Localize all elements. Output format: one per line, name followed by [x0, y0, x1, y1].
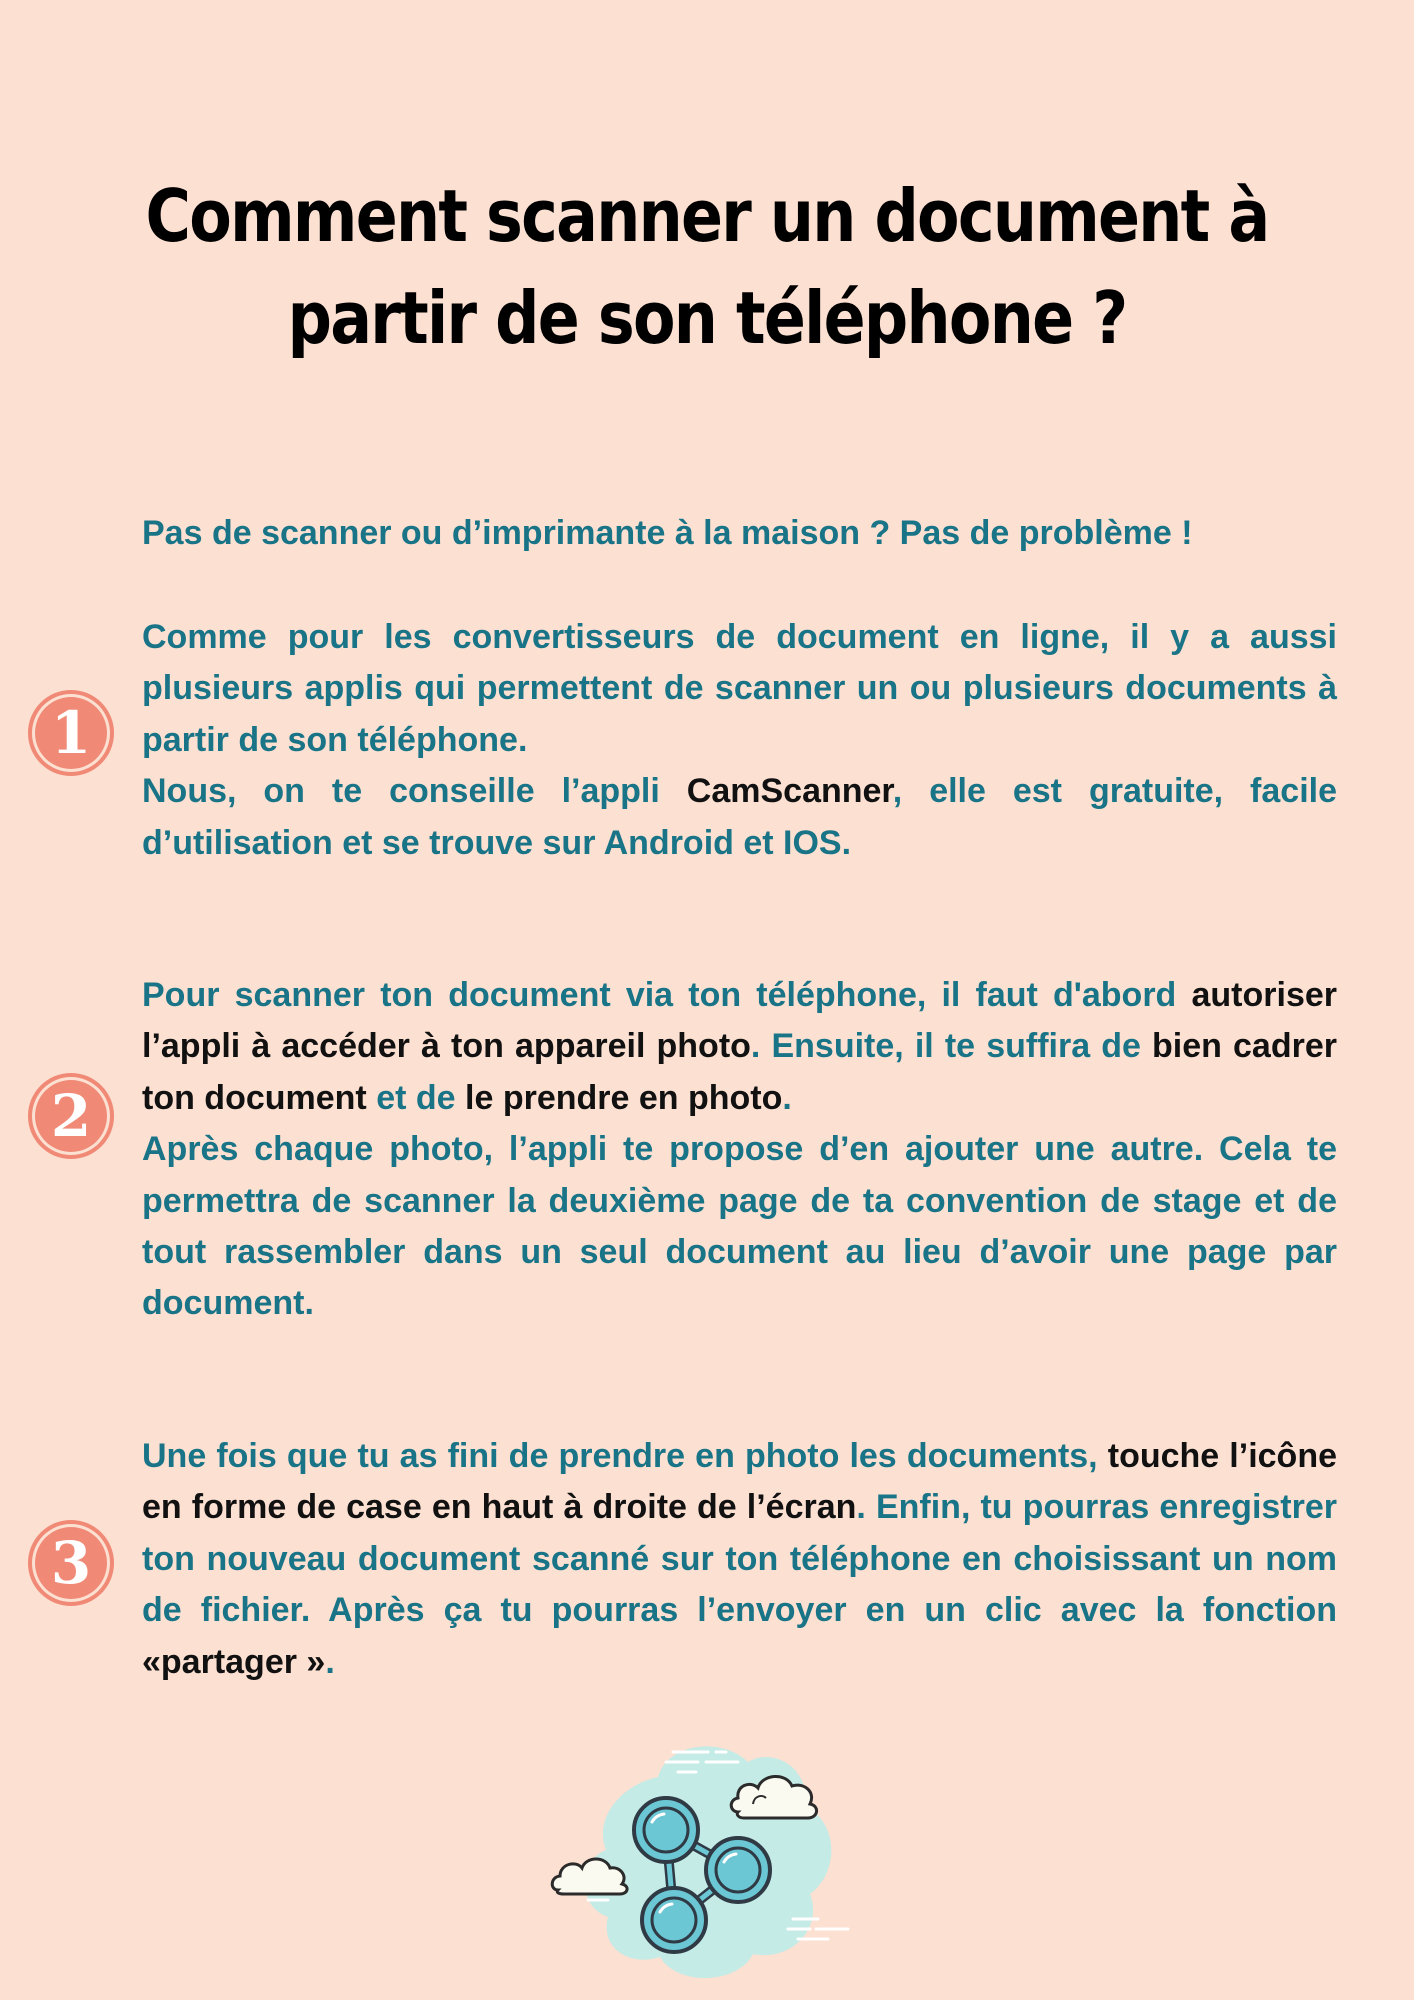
- text-segment: Pour scanner ton document via ton téléphone, il faut d'abord: [142, 976, 1192, 1014]
- text-segment: .: [325, 1642, 335, 1681]
- text-segment: Comme pour les convertisseurs de document en ligne, il y a aussi plusieurs applis qui permettent de scanner un ou plusieurs documents à partir de son téléphone.: [142, 618, 1337, 759]
- highlighted-text: CamScanner: [686, 772, 893, 811]
- highlighted-text: «partager »: [142, 1642, 326, 1681]
- text-segment: .: [782, 1078, 792, 1117]
- share-network-icon: [548, 1722, 868, 1992]
- text-segment: . Ensuite, il te suffira de: [750, 1027, 1153, 1066]
- step-1-text: [142, 612, 1337, 869]
- step-3-text: [142, 1431, 1337, 1688]
- step-2-text: [142, 970, 1337, 1330]
- step-2-number-badge: 2: [28, 1073, 114, 1159]
- text-segment: Après chaque photo, l’appli te propose d’en ajouter une autre. Cela te permettra de scanner la deuxième page de ta convention de stage et de tout rassembler dans un seul document au lieu d’avoir une page par document.: [142, 1130, 1337, 1323]
- highlighted-text: bien cadrer ton document: [142, 1027, 1337, 1117]
- step-3-number-badge: 3: [28, 1520, 114, 1606]
- text-segment: Une fois que tu as fini de prendre en photo les documents,: [142, 1437, 1108, 1475]
- highlighted-text: le prendre en photo: [465, 1078, 783, 1117]
- highlighted-text: touche l’icône en forme de case en haut à droite de l’écran: [142, 1437, 1338, 1527]
- text-segment: Nous, on te conseille l’appli: [142, 772, 687, 811]
- highlighted-text: autoriser l’appli à accéder à ton appareil photo: [142, 976, 1337, 1066]
- text-segment: , elle est gratuite, facile d’utilisation et se trouve sur Android et IOS.: [142, 772, 1337, 862]
- text-segment: . Enfin, tu pourras enregistrer ton nouveau document scanné sur ton téléphone en choisissant un nom de fichier. Après ça tu pourras l’envoyer en un clic avec la fonction: [142, 1488, 1337, 1630]
- step-1-number-badge: 1: [28, 690, 114, 776]
- page-title: Comment scanner un document à partir de son téléphone ?: [145, 174, 1269, 360]
- text-segment: et de: [366, 1078, 466, 1117]
- intro-text: Pas de scanner ou d’imprimante à la maison ? Pas de problème !: [142, 514, 1193, 552]
